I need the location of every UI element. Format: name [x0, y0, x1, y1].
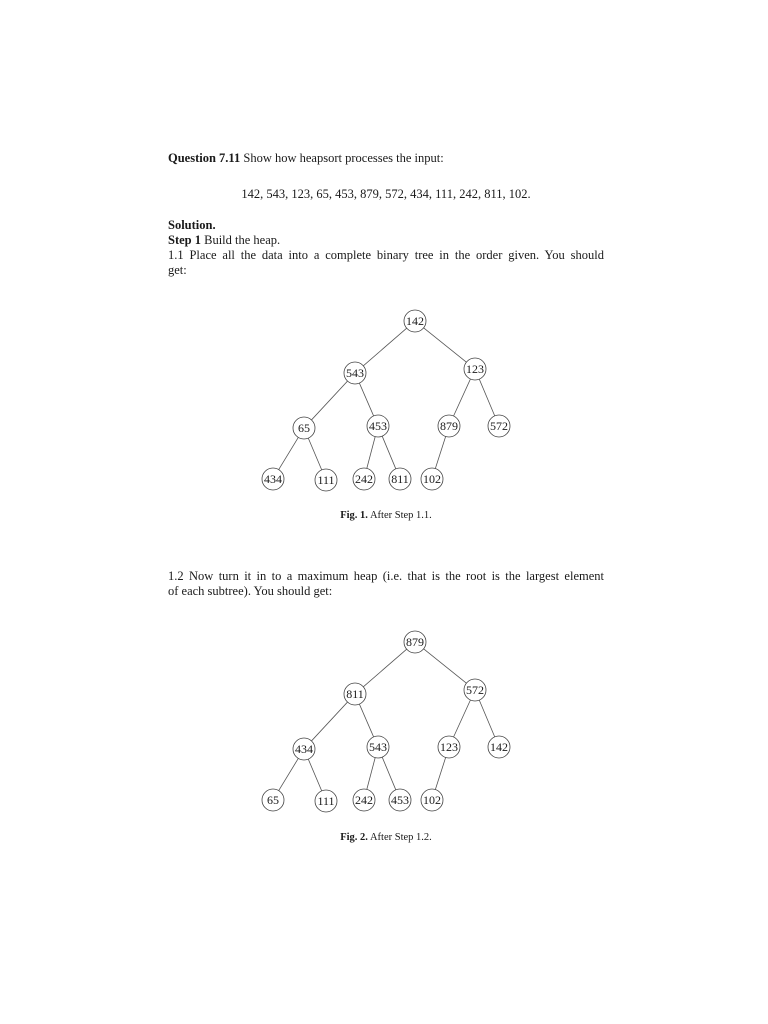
- tree-node: [293, 417, 315, 439]
- figure-label: Fig. 2.: [340, 832, 368, 843]
- node-value: 111: [317, 473, 335, 487]
- figure-caption: [168, 510, 604, 522]
- node-value: 879: [406, 635, 424, 649]
- node-value: 811: [391, 472, 409, 486]
- node-value: 111: [317, 794, 335, 808]
- node-value: 572: [466, 683, 484, 697]
- question-text: Show how heapsort processes the input:: [243, 151, 444, 165]
- node-value: 543: [346, 366, 364, 380]
- tree-edge: [308, 759, 321, 791]
- tree-edge: [359, 383, 373, 416]
- tree-edge: [359, 704, 373, 737]
- tree-node: [404, 631, 426, 653]
- tree-edge: [454, 379, 471, 416]
- tree-node: [315, 790, 337, 812]
- node-value: 142: [490, 740, 508, 754]
- tree-edge: [363, 649, 406, 687]
- tree-edge: [435, 436, 445, 468]
- figure-caption: [168, 832, 604, 844]
- tree-edge: [479, 379, 494, 416]
- node-value: 65: [298, 421, 310, 435]
- heap-tree-diagram: [250, 300, 520, 500]
- figure-label: Fig. 1.: [340, 510, 368, 521]
- tree-node: [262, 789, 284, 811]
- tree-node: [488, 736, 510, 758]
- tree-edge: [424, 649, 467, 683]
- tree-node: [315, 469, 337, 491]
- tree-edge: [454, 700, 471, 737]
- tree-node: [344, 683, 366, 705]
- tree-node: [404, 310, 426, 332]
- tree-node: [353, 468, 375, 490]
- tree-node: [389, 789, 411, 811]
- step-label: Step 1: [168, 233, 201, 247]
- tree-node: [464, 679, 486, 701]
- tree-node: [344, 362, 366, 384]
- question-paragraph: [168, 151, 604, 166]
- heap-tree-diagram: [250, 621, 520, 821]
- question-label: Question 7.11: [168, 151, 241, 165]
- tree-node: [367, 736, 389, 758]
- solution-heading: [168, 218, 604, 233]
- tree-node: [367, 415, 389, 437]
- node-value: 453: [391, 793, 409, 807]
- node-value: 102: [423, 793, 441, 807]
- node-value: 434: [264, 472, 282, 486]
- tree-edge: [311, 381, 347, 420]
- tree-edge: [367, 437, 375, 469]
- paragraph-line: 1.2 Now turn it in to a maximum heap (i.e. that is the root is the largest element: [168, 569, 604, 583]
- tree-edge: [479, 700, 494, 737]
- node-value: 453: [369, 419, 387, 433]
- caption-text: After Step 1.1.: [369, 510, 432, 521]
- node-value: 142: [406, 314, 424, 328]
- paragraph-1-2: [168, 569, 604, 599]
- solution-section: [168, 218, 604, 278]
- tree-edge: [279, 758, 299, 790]
- tree-edge: [279, 437, 299, 469]
- paragraph-line: get:: [168, 263, 187, 277]
- tree-node: [293, 738, 315, 760]
- step-text: Build the heap.: [204, 233, 281, 247]
- node-value: 65: [267, 793, 279, 807]
- tree-edge: [382, 436, 396, 469]
- node-value: 123: [440, 740, 458, 754]
- tree-edge: [367, 758, 375, 790]
- tree-node: [262, 468, 284, 490]
- node-value: 811: [346, 687, 364, 701]
- tree-node: [464, 358, 486, 380]
- tree-node: [421, 789, 443, 811]
- node-value: 572: [490, 419, 508, 433]
- tree-node: [438, 736, 460, 758]
- tree-node: [389, 468, 411, 490]
- node-value: 879: [440, 419, 458, 433]
- tree-node: [421, 468, 443, 490]
- node-value: 242: [355, 472, 373, 486]
- tree-edge: [311, 702, 347, 741]
- paragraph-line: 1.1 Place all the data into a complete binary tree in the order given. You should: [168, 248, 604, 262]
- tree-edge: [382, 757, 396, 790]
- tree-node: [488, 415, 510, 437]
- tree-node: [353, 789, 375, 811]
- step-1-line: [168, 233, 604, 248]
- node-value: 434: [295, 742, 313, 756]
- node-value: 242: [355, 793, 373, 807]
- tree-edge: [424, 328, 467, 362]
- node-value: 543: [369, 740, 387, 754]
- tree-edge: [363, 328, 406, 366]
- node-value: 123: [466, 362, 484, 376]
- tree-edge: [435, 757, 445, 789]
- tree-node: [438, 415, 460, 437]
- node-value: 102: [423, 472, 441, 486]
- tree-edge: [308, 438, 321, 470]
- paragraph-line: of each subtree). You should get:: [168, 584, 333, 598]
- solution-heading-text: Solution.: [168, 218, 216, 232]
- caption-text: After Step 1.2.: [369, 832, 432, 843]
- input-sequence: 142, 543, 123, 65, 453, 879, 572, 434, 111, 242, 811, 102.: [241, 187, 531, 201]
